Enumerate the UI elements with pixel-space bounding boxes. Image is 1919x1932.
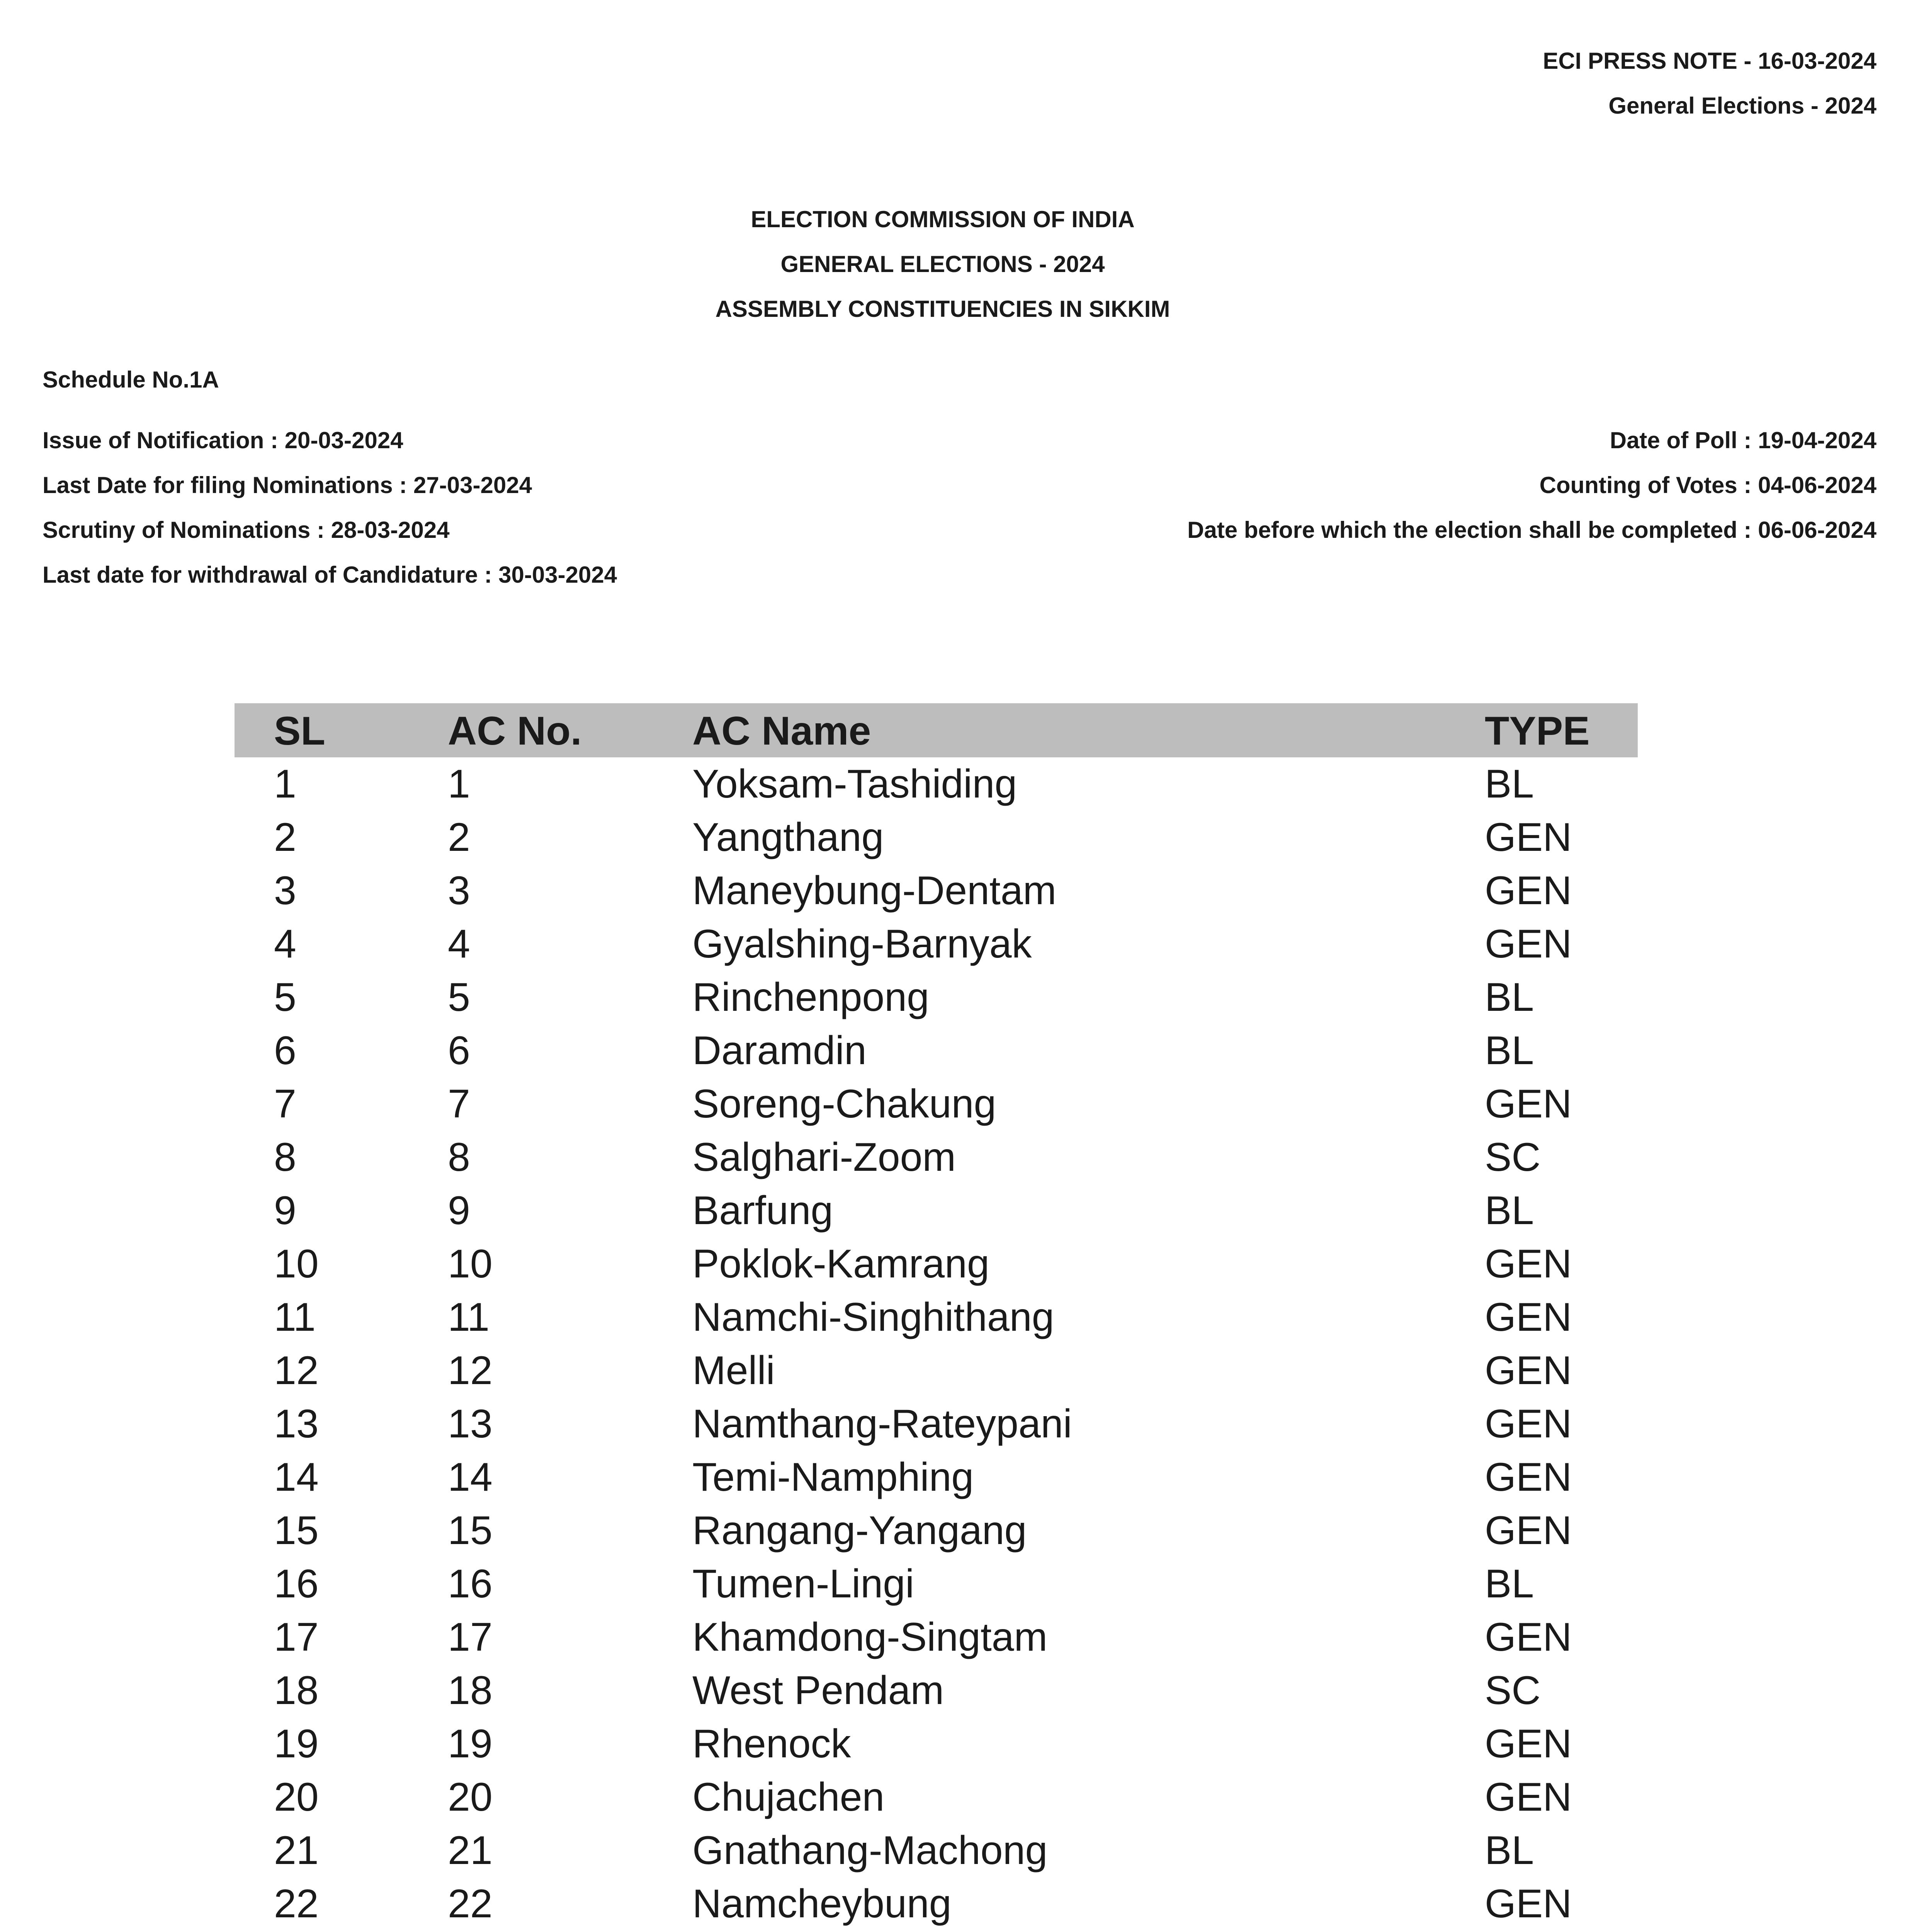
cell-type: SC xyxy=(1485,1135,1541,1180)
scrutiny-of-nominations: Scrutiny of Nominations : 28-03-2024 xyxy=(42,517,450,543)
cell-ac-no: 22 xyxy=(448,1881,493,1926)
table-row xyxy=(235,1877,1638,1930)
cell-ac-name: Namchi-Singhithang xyxy=(692,1295,1054,1340)
cell-sl: 1 xyxy=(274,762,296,806)
cell-sl: 2 xyxy=(274,815,296,860)
cell-ac-no: 21 xyxy=(448,1828,493,1873)
cell-type: BL xyxy=(1485,975,1534,1020)
cell-sl: 21 xyxy=(274,1828,319,1873)
cell-type: BL xyxy=(1485,1561,1534,1606)
cell-type: BL xyxy=(1485,762,1534,806)
cell-ac-no: 20 xyxy=(448,1775,493,1820)
cell-ac-no: 12 xyxy=(448,1348,493,1393)
cell-ac-no: 10 xyxy=(448,1242,493,1286)
cell-sl: 18 xyxy=(274,1668,319,1713)
cell-sl: 20 xyxy=(274,1775,319,1820)
table-row xyxy=(235,1131,1638,1184)
cell-ac-no: 4 xyxy=(448,922,470,966)
cell-type: GEN xyxy=(1485,868,1572,913)
cell-ac-no: 13 xyxy=(448,1401,493,1446)
cell-ac-no: 19 xyxy=(448,1721,493,1766)
cell-ac-no: 5 xyxy=(448,975,470,1020)
table-row xyxy=(235,917,1638,971)
cell-ac-name: Yoksam-Tashiding xyxy=(692,762,1017,806)
cell-type: GEN xyxy=(1485,1615,1572,1660)
table-row xyxy=(235,1557,1638,1611)
cell-type: BL xyxy=(1485,1188,1534,1233)
cell-ac-name: Salghari-Zoom xyxy=(692,1135,956,1180)
cell-ac-name: Gyalshing-Barnyak xyxy=(692,922,1032,966)
cell-sl: 3 xyxy=(274,868,296,913)
table-row xyxy=(235,1611,1638,1664)
table-row xyxy=(235,1717,1638,1770)
title-line-constituencies: ASSEMBLY CONSTITUENCIES IN SIKKIM xyxy=(715,296,1170,322)
header-sl: SL xyxy=(274,709,325,753)
cell-type: GEN xyxy=(1485,1295,1572,1340)
cell-type: BL xyxy=(1485,1028,1534,1073)
table-row xyxy=(235,1184,1638,1237)
cell-sl: 15 xyxy=(274,1508,319,1553)
cell-type: GEN xyxy=(1485,1881,1572,1926)
cell-type: BL xyxy=(1485,1828,1534,1873)
cell-sl: 19 xyxy=(274,1721,319,1766)
cell-type: GEN xyxy=(1485,922,1572,966)
table-row xyxy=(235,1397,1638,1451)
cell-sl: 4 xyxy=(274,922,296,966)
table-row xyxy=(235,1344,1638,1397)
cell-ac-name: Gnathang-Machong xyxy=(692,1828,1048,1873)
cell-type: GEN xyxy=(1485,1401,1572,1446)
cell-type: GEN xyxy=(1485,1775,1572,1820)
document-title xyxy=(0,197,1885,332)
cell-sl xyxy=(274,1930,448,1932)
cell-sl: 10 xyxy=(274,1242,319,1286)
cell-ac-name: Tumen-Lingi xyxy=(692,1561,914,1606)
cell-sl: 6 xyxy=(274,1028,296,1073)
header-type: TYPE xyxy=(1485,709,1590,753)
cell-ac-no: 11 xyxy=(448,1295,490,1340)
cell-ac-name: Khamdong-Singtam xyxy=(692,1615,1048,1660)
cell-sl: 12 xyxy=(274,1348,319,1393)
cell-ac-no: 3 xyxy=(448,868,470,913)
table-header-row xyxy=(235,703,1638,757)
counting-of-votes: Counting of Votes : 04-06-2024 xyxy=(1539,472,1877,498)
cell-ac-name: Barfung xyxy=(692,1188,833,1233)
cell-ac-name: Namthang-Rateypani xyxy=(692,1401,1072,1446)
cell-ac-name: Rangang-Yangang xyxy=(692,1508,1027,1553)
cell-ac-name: Namcheybung xyxy=(692,1881,952,1926)
cell-ac-no: 2 xyxy=(448,815,470,860)
cell-type: GEN xyxy=(1485,1242,1572,1286)
table-row xyxy=(235,1237,1638,1291)
cell-ac-name: Melli xyxy=(692,1348,775,1393)
table-row xyxy=(235,1664,1638,1717)
press-note-title: ECI PRESS NOTE - 16-03-2024 xyxy=(1543,48,1877,74)
cell-ac-no: 6 xyxy=(448,1028,470,1073)
cell-ac-no: 9 xyxy=(448,1188,470,1233)
table-row xyxy=(235,1930,1638,1932)
header-ac-name: AC Name xyxy=(692,709,871,753)
header-ac-no: AC No. xyxy=(448,709,582,753)
cell-ac-name: Maneybung-Dentam xyxy=(692,868,1057,913)
cell-sl: 17 xyxy=(274,1615,319,1660)
completion-date: Date before which the election shall be completed : 06-06-2024 xyxy=(1187,517,1877,543)
table-row xyxy=(235,1024,1638,1077)
last-date-filing-nominations: Last Date for filing Nominations : 27-03-2024 xyxy=(42,472,532,498)
cell-type: GEN xyxy=(1485,1455,1572,1500)
schedule-dates-right xyxy=(1187,418,1877,553)
cell-ac-no xyxy=(448,1930,692,1932)
table-row xyxy=(235,1451,1638,1504)
cell-ac-name: Daramdin xyxy=(692,1028,867,1073)
table-row xyxy=(235,971,1638,1024)
cell-ac-name: Chujachen xyxy=(692,1775,885,1820)
cell-ac-name: Yangthang xyxy=(692,815,884,860)
table-row xyxy=(235,811,1638,864)
cell-type: GEN xyxy=(1485,1721,1572,1766)
cell-ac-name: Rinchenpong xyxy=(692,975,929,1020)
table-row xyxy=(235,1504,1638,1557)
press-note-subtitle: General Elections - 2024 xyxy=(1608,93,1877,119)
table-row xyxy=(235,1824,1638,1877)
cell-sl: 13 xyxy=(274,1401,319,1446)
cell-type: GEN xyxy=(1485,1348,1572,1393)
cell-sl: 16 xyxy=(274,1561,319,1606)
cell-sl: 7 xyxy=(274,1082,296,1126)
cell-ac-name: Rhenock xyxy=(692,1721,851,1766)
schedule-label: Schedule No.1A xyxy=(42,367,219,393)
cell-type xyxy=(1485,1930,1638,1932)
table-body xyxy=(235,757,1638,1932)
title-line-commission: ELECTION COMMISSION OF INDIA xyxy=(751,206,1135,232)
cell-sl: 5 xyxy=(274,975,296,1020)
cell-ac-no: 16 xyxy=(448,1561,493,1606)
cell-type: GEN xyxy=(1485,1082,1572,1126)
cell-ac-no: 1 xyxy=(448,762,470,806)
cell-ac-no: 14 xyxy=(448,1455,493,1500)
last-date-withdrawal: Last date for withdrawal of Candidature : 30-03-2024 xyxy=(42,562,617,588)
constituency-table xyxy=(235,703,1638,1932)
cell-ac-name: Temi-Namphing xyxy=(692,1455,974,1500)
issue-of-notification: Issue of Notification : 20-03-2024 xyxy=(42,427,403,453)
table-row xyxy=(235,1291,1638,1344)
cell-sl: 11 xyxy=(274,1295,316,1340)
cell-ac-name: Poklok-Kamrang xyxy=(692,1242,989,1286)
cell-ac-no: 8 xyxy=(448,1135,470,1180)
cell-type: SC xyxy=(1485,1668,1541,1713)
schedule-dates-left xyxy=(42,418,617,597)
press-note-header xyxy=(1543,39,1877,128)
table-row xyxy=(235,864,1638,917)
table-row xyxy=(235,757,1638,811)
title-line-elections: GENERAL ELECTIONS - 2024 xyxy=(780,251,1105,277)
cell-ac-name: Soreng-Chakung xyxy=(692,1082,996,1126)
cell-ac-name: West Pendam xyxy=(692,1668,944,1713)
cell-ac-no: 17 xyxy=(448,1615,493,1660)
table-row xyxy=(235,1770,1638,1824)
cell-type: GEN xyxy=(1485,815,1572,860)
cell-ac-no: 15 xyxy=(448,1508,493,1553)
cell-ac-no: 7 xyxy=(448,1082,470,1126)
cell-type: GEN xyxy=(1485,1508,1572,1553)
cell-sl: 14 xyxy=(274,1455,319,1500)
cell-ac-no: 18 xyxy=(448,1668,493,1713)
cell-sl: 8 xyxy=(274,1135,296,1180)
cell-sl: 22 xyxy=(274,1881,319,1926)
table-row xyxy=(235,1077,1638,1131)
cell-sl: 9 xyxy=(274,1188,296,1233)
date-of-poll: Date of Poll : 19-04-2024 xyxy=(1610,427,1877,453)
cell-ac-name xyxy=(692,1930,1485,1932)
